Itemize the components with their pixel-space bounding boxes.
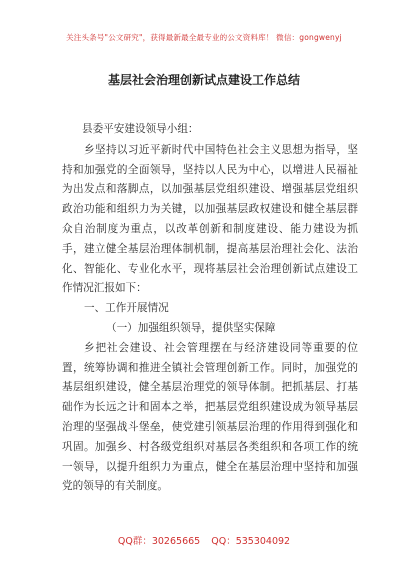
document-body bbox=[62, 120, 358, 497]
intro-paragraph: 乡坚持以习近平新时代中国特色社会主义思想为指导，坚持和加强党的全面领导，坚持以人民为中心，以增进人民福祉为出发点和落脚点，以加强基层党组织建设、增强基层党组织政治功能和组织力为关键，以加强基层政权建设和健全基层群众自治制度为重点，以改革创新和制度建设、能力建设为抓手，建立健全基层治理体制机制，提高基层治理社会化、法治化、智能化、专业化水平，现将基层社会治理创新试点建设工作情况汇报如下： bbox=[62, 143, 358, 295]
document-title: 基层社会治理创新试点建设工作总结 bbox=[107, 73, 300, 87]
salutation: 县委平安建设领导小组： bbox=[82, 123, 199, 135]
promo-header: 关注头条号"公文研究"，获得最新最全最专业的公文资料库！ 微信：gongwenyj bbox=[66, 33, 342, 42]
contact-footer bbox=[0, 533, 408, 547]
qq-group-text: QQ群：30265665 bbox=[117, 536, 201, 547]
subsection-heading: （一）加强组织领导，提供坚实保障 bbox=[106, 321, 276, 334]
qq-number-text: QQ：535304092 bbox=[211, 536, 291, 547]
subsection-paragraph: 乡把社会建设、社会管理摆在与经济建设同等重要的位置，统筹协调和推进全镇社会管理创新工作。同时，加强党的基层组织建设，健全基层治理党的领导体制。把抓基层、打基础作为长远之计和固本之举，把基层党组织建设成为领导基层治理的坚强战斗堡垒，使党建引领基层治理的作用得到强化和巩固。加强乡、村各级党组织对基层各类组织和各项工作的统一领导，以提升组织力为重点，健全在基层治理中坚持和加强党的领导的有关制度。 bbox=[62, 341, 358, 493]
section-heading: 一、工作开展情况 bbox=[84, 302, 169, 315]
